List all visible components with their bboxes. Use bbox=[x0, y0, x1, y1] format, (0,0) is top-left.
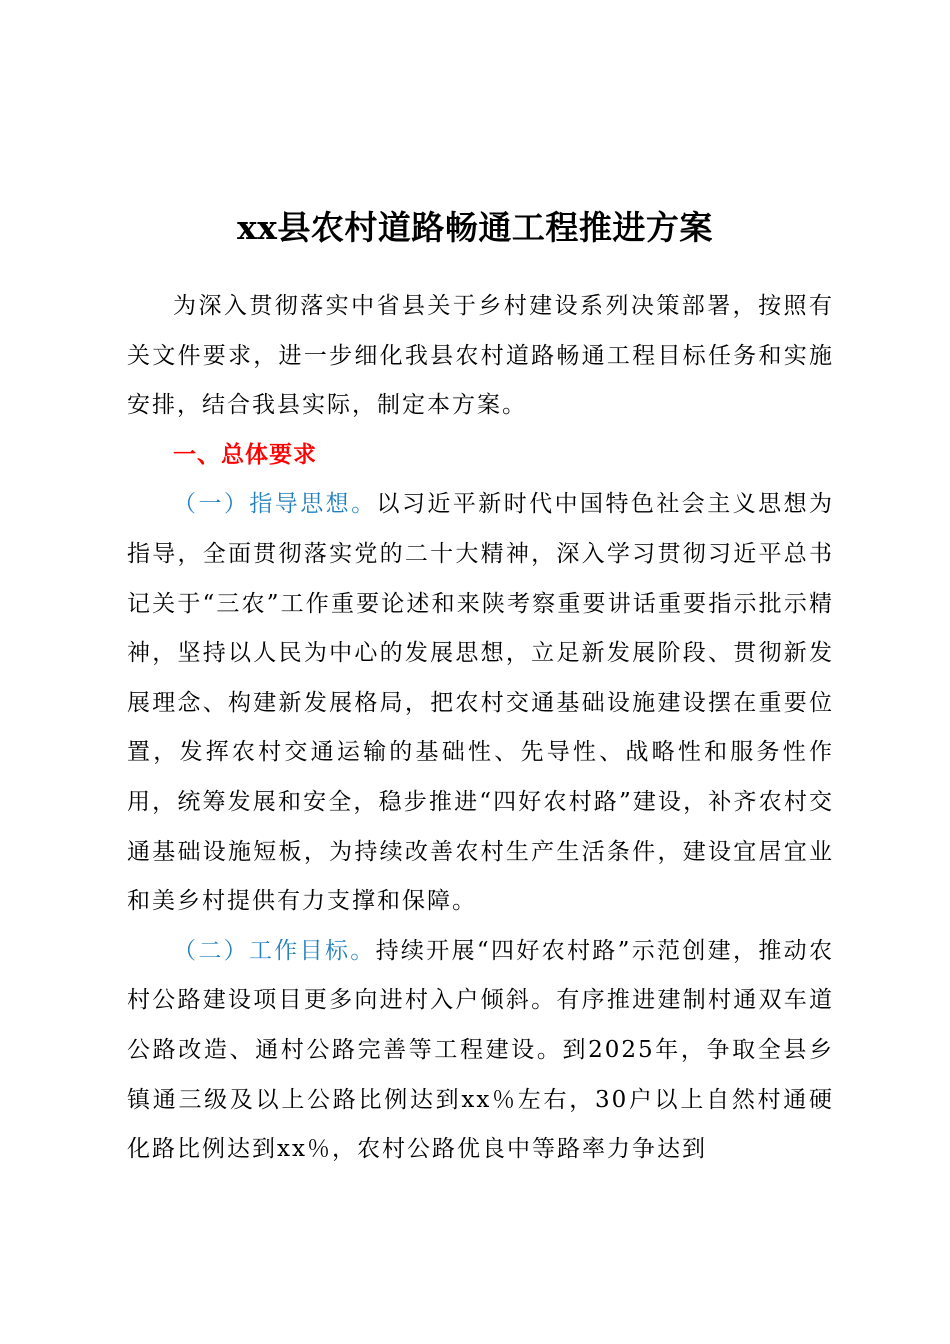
section-1-heading: 一、总体要求 bbox=[173, 441, 317, 468]
subsection-1-heading: （一）指导思想。 bbox=[173, 491, 377, 518]
intro-paragraph: 为深入贯彻落实中省县关于乡村建设系列决策部署，按照有关文件要求，进一步细化我县农村道路畅通工程目标任务和实施安排，结合我县实际，制定本方案。 bbox=[127, 293, 834, 419]
subsection-2-heading: （二）工作目标。 bbox=[173, 937, 376, 964]
section-heading bbox=[127, 431, 834, 481]
work-goal-paragraph bbox=[127, 927, 834, 1175]
subsection-1-text: 以习近平新时代中国特色社会主义思想为指导，全面贯彻落实党的二十大精神，深入学习贯彻习近平总书记关于“三农”工作重要论述和来陕考察重要讲话重要指示批示精神，坚持以人民为中心的发展思想，立足新发展阶段、贯彻新发展理念、构建新发展格局，把农村交通基础设施建设摆在重要位置，发挥农村交通运输的基础性、先导性、战略性和服务性作用，统筹发展和安全，稳步推进“四好农村路”建设，补齐农村交通基础设施短板，为持续改善农村生产生活条件，建设宜居宜业和美乡村提供有力支撑和保障。 bbox=[127, 491, 835, 915]
document-body bbox=[127, 282, 834, 1175]
subsection-2-text: 持续开展“四好农村路”示范创建，推动农村公路建设项目更多向进村入户倾斜。有序推进建制村通双车道公路改造、通村公路完善等工程建设。到2025年，争取全县乡镇通三级及以上公路比例达到xx％左右，30户以上自然村通硬化路比例达到xx％，农村公路优良中等路率力争达到 bbox=[127, 937, 834, 1163]
document-title: xx县农村道路畅通工程推进方案 bbox=[237, 208, 713, 247]
guiding-thought-paragraph bbox=[127, 480, 834, 926]
